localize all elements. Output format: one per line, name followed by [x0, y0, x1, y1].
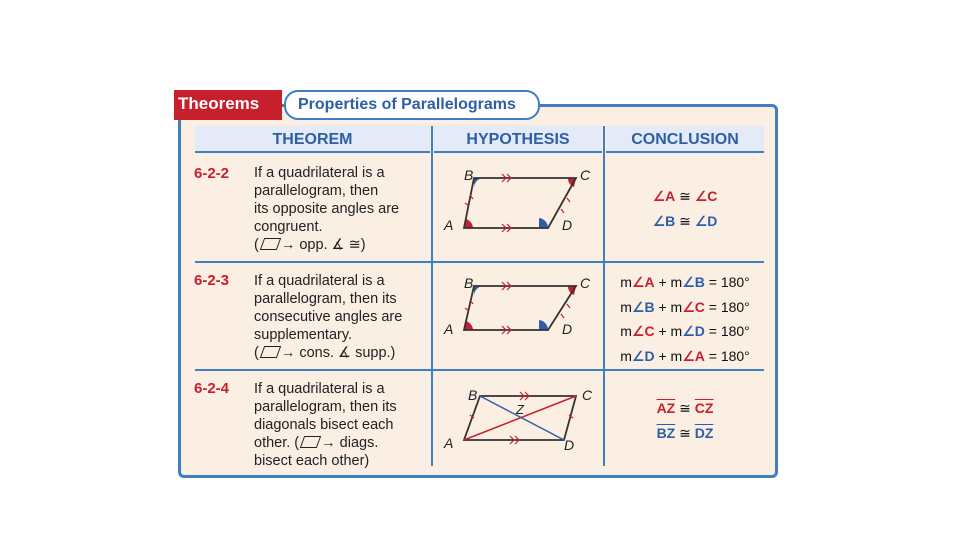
abbrev-paren: (	[254, 237, 259, 253]
abbrev-text: → diags.	[321, 435, 379, 451]
vertex-label: A	[444, 435, 454, 451]
segment-ref: $\overline{DZ}$	[694, 424, 714, 441]
equals-value: = 180°	[704, 274, 750, 290]
vertex-label: C	[580, 167, 591, 183]
conclusion-line	[606, 184, 764, 209]
statement-line: consecutive angles are	[254, 309, 403, 325]
parallelogram-opposite-angles-figure	[436, 160, 600, 256]
statement-abbreviation	[254, 434, 434, 452]
vertex-label: B	[464, 275, 474, 291]
abbrev-text: → opp. ∡ ≅)	[280, 237, 366, 253]
parallelogram-symbol-icon	[260, 346, 281, 358]
angle-d-marker-icon	[539, 218, 548, 228]
conclusion-line	[606, 344, 764, 369]
theorem-statement	[254, 380, 434, 470]
row-divider	[195, 261, 764, 263]
angle-ref: ∠D	[694, 212, 718, 229]
angle-ref: ∠C	[682, 298, 705, 315]
vertex-label: Z	[516, 402, 524, 417]
operator: + m	[654, 347, 683, 364]
statement-line: If a quadrilateral is a	[254, 165, 385, 181]
statement-line: bisect each other)	[254, 453, 370, 469]
relation: ≅	[675, 424, 695, 441]
angle-ref: ∠B	[631, 298, 655, 315]
angle-d-marker-icon	[539, 320, 548, 330]
theorem-number: 6-2-2	[194, 165, 230, 182]
conclusion-line	[606, 270, 764, 295]
parallelogram-consecutive-angles-figure	[436, 268, 600, 364]
table-title: Properties of Parallelograms	[284, 90, 540, 120]
abbrev-paren: other. (	[254, 435, 300, 451]
operator: + m	[654, 323, 683, 339]
row-divider	[195, 369, 764, 371]
conclusion-line	[606, 209, 764, 234]
equals-value: = 180°	[704, 323, 750, 339]
statement-line: diagonals bisect each	[254, 417, 394, 433]
statement-line: its opposite angles are	[254, 201, 400, 217]
conclusion-line	[606, 295, 764, 320]
theorem-statement	[254, 272, 434, 362]
angle-b-marker-icon	[474, 286, 483, 296]
conclusion-line	[606, 396, 764, 421]
column-header-theorem: THEOREM	[195, 126, 430, 153]
measure-prefix: m	[620, 274, 632, 290]
angle-ref: ∠A	[652, 188, 676, 204]
theorem-number: 6-2-3	[194, 272, 230, 289]
angle-ref: ∠C	[694, 188, 718, 204]
vertex-label: D	[564, 437, 575, 453]
angle-ref: ∠B	[652, 212, 676, 229]
operator: + m	[654, 298, 683, 315]
conclusion-block	[606, 396, 764, 445]
measure-prefix: m	[620, 298, 632, 315]
angle-ref: ∠A	[682, 347, 705, 364]
vertex-label: B	[464, 167, 474, 183]
angle-ref: ∠D	[631, 347, 655, 364]
vertex-label: A	[444, 217, 454, 233]
vertex-label: D	[562, 217, 573, 233]
theorems-tab-label: Theorems	[174, 90, 282, 120]
angle-ref: ∠A	[631, 274, 655, 290]
vertex-label: B	[468, 387, 478, 403]
measure-prefix: m	[620, 347, 632, 364]
column-divider	[603, 126, 605, 466]
relation: ≅	[675, 212, 695, 229]
segment-ref: $\overline{BZ}$	[656, 424, 676, 441]
segment-ref: $\overline{AZ}$	[656, 400, 676, 416]
operator: + m	[654, 274, 683, 290]
statement-line: supplementary.	[254, 327, 353, 343]
statement-line: parallelogram, then	[254, 183, 379, 199]
angle-ref: ∠B	[682, 274, 705, 290]
segment-ref: $\overline{CZ}$	[694, 400, 714, 416]
vertex-label: C	[580, 275, 591, 291]
conclusion-line	[606, 319, 764, 344]
equals-value: = 180°	[704, 298, 750, 315]
angle-ref: ∠C	[631, 323, 655, 339]
relation: ≅	[675, 188, 695, 204]
column-header-conclusion: CONCLUSION	[606, 126, 764, 153]
statement-line: parallelogram, then its	[254, 399, 397, 415]
parallelogram-diagonals-figure	[436, 380, 600, 466]
abbrev-text: → cons. ∡ supp.)	[280, 345, 396, 361]
statement-line: parallelogram, then its	[254, 291, 397, 307]
statement-line: If a quadrilateral is a	[254, 381, 385, 397]
parallelogram-symbol-icon	[260, 238, 281, 250]
conclusion-block	[606, 270, 764, 368]
theorem-number: 6-2-4	[194, 380, 230, 397]
statement-line: If a quadrilateral is a	[254, 273, 385, 289]
conclusion-line	[606, 421, 764, 446]
theorem-statement	[254, 164, 434, 254]
statement-abbreviation	[254, 344, 434, 362]
angle-ref: ∠D	[682, 323, 705, 339]
statement-abbreviation	[254, 236, 434, 254]
column-header-hypothesis: HYPOTHESIS	[434, 126, 602, 153]
relation: ≅	[675, 400, 695, 416]
vertex-label: D	[562, 321, 573, 337]
statement-line: congruent.	[254, 219, 323, 235]
abbrev-paren: (	[254, 345, 259, 361]
conclusion-block	[606, 184, 764, 233]
angle-b-marker-icon	[474, 178, 483, 188]
equals-value: = 180°	[704, 347, 750, 364]
vertex-label: C	[582, 387, 593, 403]
vertex-label: A	[444, 321, 454, 337]
parallelogram-symbol-icon	[300, 436, 321, 448]
measure-prefix: m	[620, 323, 632, 339]
